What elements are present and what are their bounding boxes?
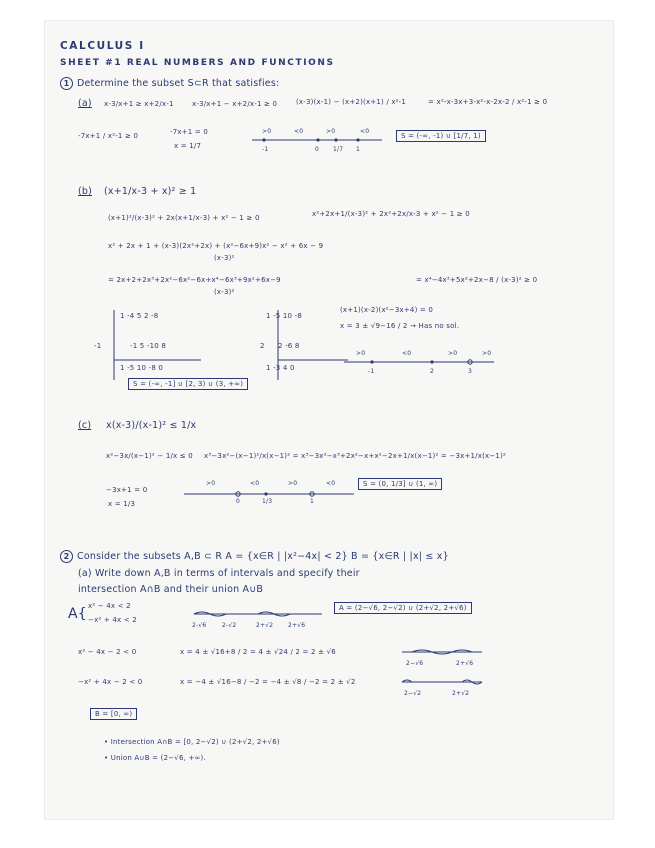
sign-b-2: <0 (402, 350, 412, 357)
number-line-q2 (402, 672, 482, 692)
part-c-label: (c) (78, 420, 92, 431)
part-b-factor: (x+1)(x-2)(x²−3x+4) = 0 (340, 306, 434, 314)
part-a-root-value: x = 1/7 (174, 142, 202, 150)
part-a-ineq: x-3/x+1 ≥ x+2/x-1 (104, 100, 174, 108)
part-b-quad: x = 3 ± √9−16 / 2 → Has no sol. (340, 322, 460, 330)
exercise-2-parta: (a) Write down A,B in terms of intervals and specify their (78, 568, 360, 579)
quadratic-1: x² − 4x − 2 < 0 (78, 648, 137, 656)
sign-c-4: <0 (326, 480, 336, 487)
ruffini2-root: 2 (260, 342, 265, 350)
part-b-line1a: (x+1)²/(x-3)² + 2x(x+1/x-3) + x² − 1 ≥ 0 (108, 214, 260, 222)
system-ineq-2: −x² + 4x < 2 (88, 616, 137, 624)
sign-c-3: >0 (288, 480, 298, 487)
part-b-line1b: x²+2x+1/(x-3)² + 2x²+2x/x-3 + x² − 1 ≥ 0 (312, 210, 470, 218)
tick-sys-1: 2-√6 (192, 622, 207, 629)
part-b-line2-den: (x-3)² (214, 254, 235, 262)
course-title: CALCULUS I (60, 40, 145, 52)
number-line-q1 (402, 642, 482, 662)
notebook-page (44, 20, 614, 820)
part-c-root: −3x+1 = 0 (106, 486, 148, 494)
exercise-2-parta-2: intersection A∩B and their union A∪B (78, 584, 264, 595)
sign-chart-a (252, 126, 392, 166)
exercise-number: 1 (60, 77, 73, 90)
tick-c-2: 1/3 (262, 498, 273, 505)
sign-chart-b (344, 348, 494, 384)
tick-c-3: 1 (310, 498, 315, 505)
ruffini1-row2: -1 5 -10 8 (130, 342, 166, 350)
part-b-line3-den: (x-3)² (214, 288, 235, 296)
system-ineq-1: x² − 4x < 2 (88, 602, 131, 610)
exercise-2-prompt: 2 Consider the subsets A,B ⊂ R A = {x∈R | |x²−4x| < 2} B = {x∈R | |x| ≤ x} (60, 550, 449, 563)
exercise-number: 2 (60, 550, 73, 563)
sheet-title: SHEET #1 REAL NUMBERS AND FUNCTIONS (60, 58, 335, 68)
part-a-label: (a) (78, 98, 92, 109)
tick-q1-1: 2−√6 (406, 660, 424, 667)
tick-b-2: 2 (430, 368, 435, 375)
part-b-line3-result: = x⁴−4x³+5x²+2x−8 / (x-3)² ≥ 0 (416, 276, 538, 284)
tick-a-2: 0 (315, 146, 320, 153)
tick-sys-2: 2-√2 (222, 622, 237, 629)
tick-a-3: 1/7 (333, 146, 344, 153)
part-c-step1: x²−3x/(x−1)² − 1/x ≤ 0 (106, 452, 193, 460)
sign-b-3: >0 (448, 350, 458, 357)
answer-c: S = (0, 1/3] ∪ (1, ∞) (358, 478, 442, 490)
part-b-line3: = 2x+2+2x³+2x²−6x²−6x+x⁴−6x³+9x²+6x−9 (108, 276, 281, 284)
tick-a-1: -1 (262, 146, 269, 153)
tick-b-1: -1 (368, 368, 375, 375)
tick-c-1: 0 (236, 498, 241, 505)
tick-q2-1: 2−√2 (404, 690, 422, 697)
answer-b: S = (-∞, -1] ∪ [2, 3) ∪ (3, +∞) (128, 378, 248, 390)
sign-c-2: <0 (250, 480, 260, 487)
quadratic-2-solution: x = −4 ± √16−8 / −2 = −4 ± √8 / −2 = 2 ± √2 (180, 678, 356, 686)
intersection-result: • Intersection A∩B = [0, 2−√2) ∪ (2+√2, 2+√6) (104, 738, 280, 746)
quadratic-1-solution: x = 4 ± √16+8 / 2 = 4 ± √24 / 2 = 2 ± √6 (180, 648, 336, 656)
answer-a: S = (-∞, -1) ∪ [1/7, 1) (396, 130, 486, 142)
sign-b-1: >0 (356, 350, 366, 357)
part-c-step2: x³−3x²−(x−1)²/x(x−1)² = x³−3x²−x³+2x²−x+x²−2x+1/x(x−1)² = −3x+1/x(x−1)² (204, 452, 507, 460)
answer-set-a: A = (2−√6, 2−√2) ∪ (2+√2, 2+√6) (334, 602, 472, 614)
tick-a-4: 1 (356, 146, 361, 153)
exercise-1-prompt: 1 Determine the subset S⊂R that satisfies: (60, 77, 279, 90)
part-b-label: (b) (78, 186, 93, 197)
ruffini2-row3: 1 -3 4 0 (266, 364, 295, 372)
tick-q1-2: 2+√6 (456, 660, 474, 667)
part-c-root-value: x = 1/3 (108, 500, 136, 508)
quadratic-2: −x² + 4x − 2 < 0 (78, 678, 143, 686)
ruffini1-row1: 1 -4 5 2 -8 (120, 312, 159, 320)
sign-a-3: >0 (326, 128, 336, 135)
sign-a-4: <0 (360, 128, 370, 135)
part-b-line2: x² + 2x + 1 + (x-3)(2x²+2x) + (x²−6x+9)x² − x² + 6x − 9 (108, 242, 324, 250)
part-a-step2: (x-3)(x-1) − (x+2)(x+1) / x²-1 (296, 98, 407, 106)
system-brace: A{ (68, 606, 87, 622)
part-a-root: -7x+1 = 0 (170, 128, 209, 136)
part-a-step3: = x²-x-3x+3-x²-x-2x-2 / x²-1 ≥ 0 (428, 98, 548, 106)
sign-a-2: <0 (294, 128, 304, 135)
answer-set-b: B = [0, ∞) (90, 708, 137, 720)
union-result: • Union A∪B = (2−√6, +∞). (104, 754, 206, 762)
part-c-ineq: x(x-3)/(x-1)² ≤ 1/x (106, 420, 197, 431)
ruffini1-root: -1 (94, 342, 102, 350)
tick-sys-3: 2+√2 (256, 622, 274, 629)
tick-sys-4: 2+√6 (288, 622, 306, 629)
tick-b-3: 3 (468, 368, 473, 375)
part-a-step4: -7x+1 / x²-1 ≥ 0 (78, 132, 139, 140)
sign-b-4: >0 (482, 350, 492, 357)
ruffini2-row2: 2 -6 8 (278, 342, 300, 350)
tick-q2-2: 2+√2 (452, 690, 470, 697)
ruffini2-row1: 1 -5 10 -8 (266, 312, 302, 320)
part-a-step1: x-3/x+1 − x+2/x-1 ≥ 0 (192, 100, 278, 108)
ruffini1-row3: 1 -5 10 -8 0 (120, 364, 164, 372)
sign-a-1: >0 (262, 128, 272, 135)
sign-c-1: >0 (206, 480, 216, 487)
part-b-ineq: (x+1/x-3 + x)² ≥ 1 (104, 186, 197, 197)
